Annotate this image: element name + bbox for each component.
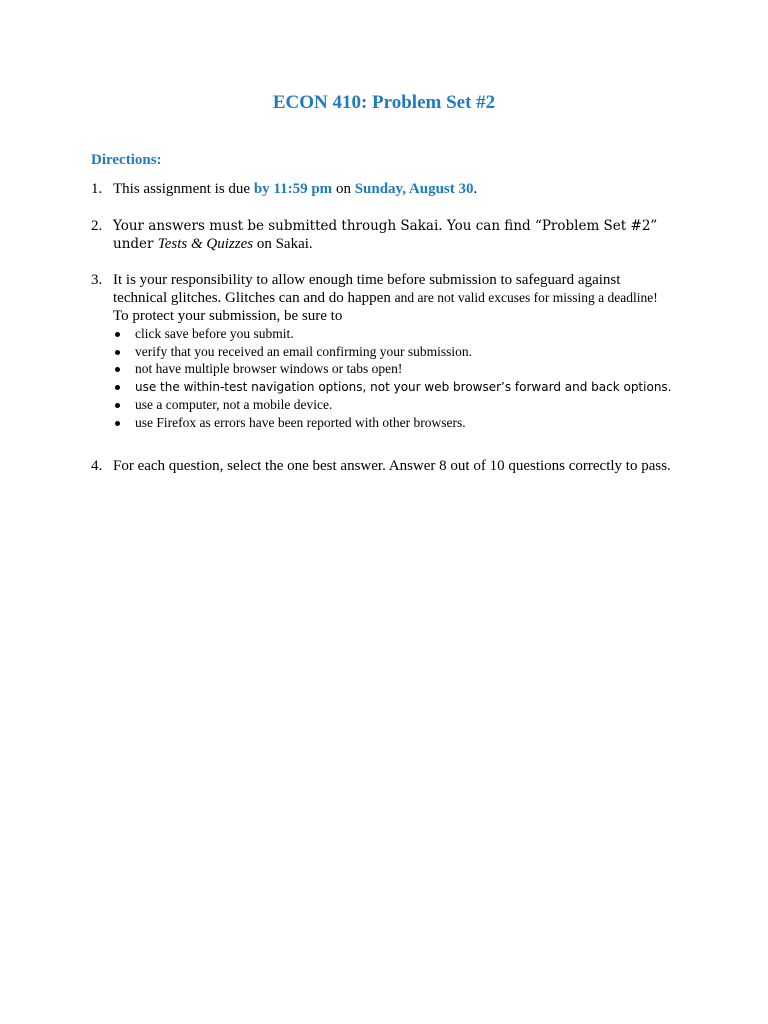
bullet-text: use a computer, not a mobile device.: [135, 397, 333, 412]
item-text: [113, 271, 691, 325]
bullet-icon: [115, 332, 120, 337]
item-text: [113, 217, 691, 253]
item-line: It is your responsibility to allow enough time before submission to safeguard against: [113, 272, 621, 288]
list-item-3: [91, 271, 691, 325]
list-item-2: [91, 217, 691, 253]
item-text: For each question, select the one best answer. Answer 8 out of 10 questions correctly to pass.: [113, 458, 671, 474]
page-title: ECON 410: Problem Set #2: [272, 92, 496, 113]
bullet-icon: [115, 403, 120, 408]
item-number: 2.: [91, 218, 103, 234]
list-item: [113, 360, 693, 378]
list-item: [113, 378, 693, 397]
bullet-text: verify that you received an email confirming your submission.: [135, 343, 473, 359]
bullet-icon: [115, 350, 120, 355]
item-text-part: on Sakai.: [253, 236, 313, 252]
bullet-icon: [115, 385, 120, 390]
item-line: [113, 289, 691, 307]
due-time: by 11:59 pm: [253, 181, 333, 197]
item-text-part: and are not valid excuses for missing a deadline!: [394, 290, 658, 305]
list-item: [113, 414, 693, 432]
list-item-1: [91, 180, 691, 198]
bullet-icon: [115, 421, 120, 426]
submission-checklist: [113, 325, 693, 431]
item-number: 4.: [91, 458, 103, 474]
list-item-4: [91, 457, 731, 475]
item-text-part: on: [332, 181, 355, 197]
tests-quizzes-label: Tests & Quizzes: [157, 236, 254, 252]
bullet-text: use Firefox as errors have been reported with other browsers.: [135, 414, 466, 430]
item-number: 3.: [91, 272, 103, 288]
directions-heading: Directions:: [91, 152, 162, 168]
bullet-icon: [115, 367, 120, 372]
item-text-part: .: [473, 181, 478, 197]
item-text-part: Your answers must be submitted through Sakai. You can find “Problem Set #2” under: [113, 218, 658, 252]
item-text: [113, 180, 691, 198]
bullet-text: click save before you submit.: [135, 326, 294, 341]
item-line: To protect your submission, be sure to: [113, 308, 343, 324]
bullet-text: not have multiple browser windows or tabs open!: [135, 361, 403, 376]
bullet-text: use the within-test navigation options, not your web browser’s forward and back options.: [135, 379, 672, 394]
item-text-part: technical glitches. Glitches can and do happen: [113, 290, 395, 306]
item-text-part: This assignment is due: [113, 181, 254, 197]
list-item: [113, 325, 693, 343]
due-date: Sunday, August 30: [354, 181, 474, 197]
item-number: 1.: [91, 181, 103, 197]
list-item: [113, 343, 693, 361]
list-item: [113, 396, 693, 414]
